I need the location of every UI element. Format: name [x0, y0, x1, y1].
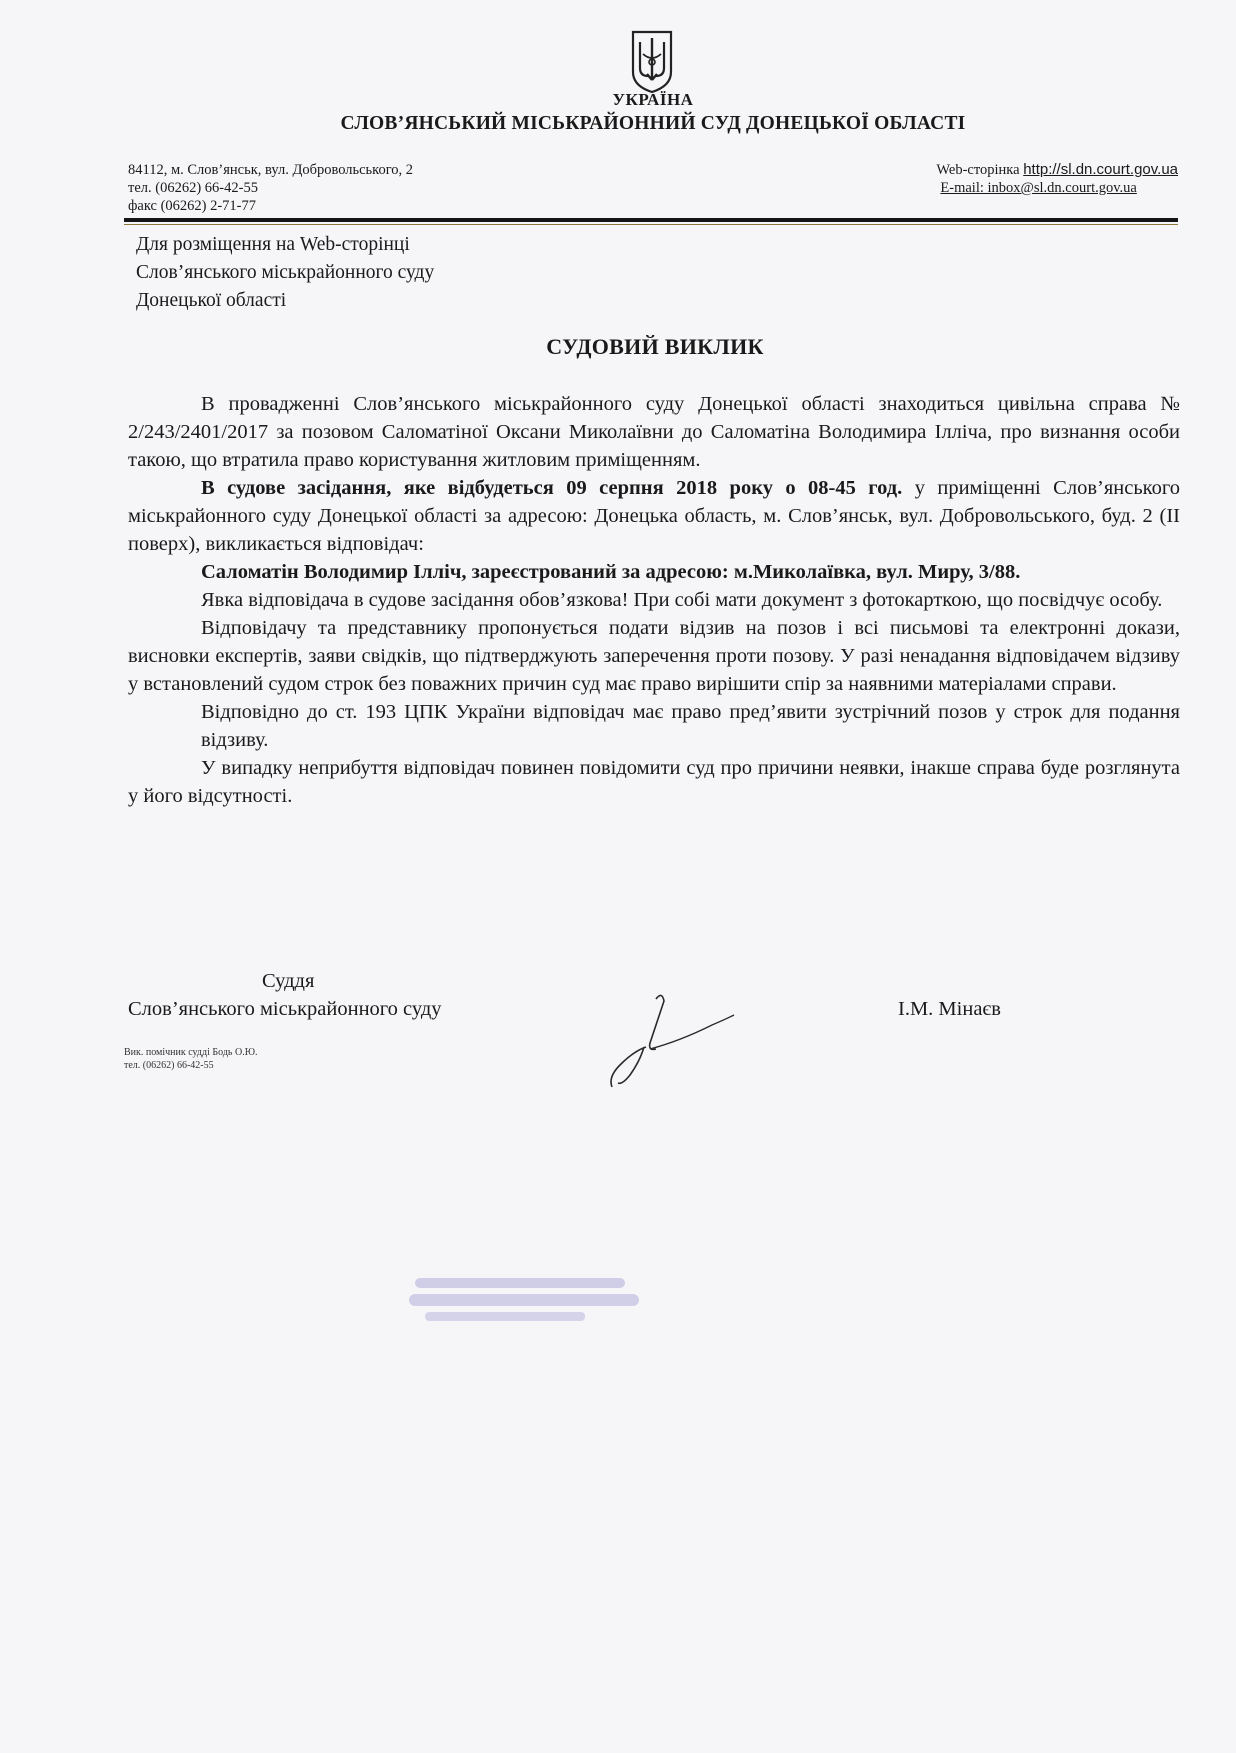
placement-line: Для розміщення на Web-сторінці [136, 234, 410, 255]
placement-line: Донецької області [136, 290, 287, 311]
hearing-date-text: В судове засідання, яке відбудеться 09 серпня 2018 року о 08-45 год. [201, 477, 903, 499]
case-paragraph: В провадженні Слов’янського міськрайонного суду Донецької області знаходиться цивільна справа № 2/243/2401/2017 за позовом Саломатіної Оксани Миколаївни до Саломатіна Володимира Ілліча, про визнання особи такою, що втратила право користування житловим приміщенням. [128, 393, 1180, 471]
judge-name: І.М. Мінаєв [898, 998, 1001, 1020]
court-address-block [128, 161, 413, 215]
fax-line: факс (06262) 2-71-77 [128, 198, 257, 214]
placement-line: Слов’янського міськрайонного суду [136, 262, 435, 283]
hearing-location-text: у приміщенні Слов’янського міськрайонного суду Донецької області за адресою: Донецька область, м. Слов’янськ, вул. Добровольського, буд. 2 (II поверх), викликається відповідач: [128, 477, 1180, 555]
response-paragraph: Відповідачу та представнику пропонується подати відзив на позов і всі письмові та електронні докази, висновки експертів, заяви свідків, що підтверджують заперечення проти позову. У разі ненадання відповідачем відзиву у встановлений судом строк без поважних причин суд має право вирішити спір за наявними матеріалами справи. [128, 617, 1180, 695]
court-heading: СЛОВ’ЯНСЬКИЙ МІСЬКРАЙОННИЙ СУД ДОНЕЦЬКОЇ ОБЛАСТІ [340, 113, 966, 134]
faded-stamp-mark [405, 1260, 645, 1340]
placement-note [136, 231, 434, 315]
judge-court: Слов’янського міськрайонного суду [128, 998, 442, 1020]
handwritten-signature [600, 985, 750, 1095]
hearing-paragraph [128, 474, 1180, 558]
assistant-name: Вик. помічник судді Бодь О.Ю. [124, 1047, 258, 1058]
document-title: СУДОВИЙ ВИКЛИК [546, 334, 764, 359]
header-divider-thin [124, 224, 1178, 225]
summons-body [128, 390, 1180, 810]
attendance-paragraph: Явка відповідача в судове засідання обов’язкова! При собі мати документ з фотокарткою, що посвідчує особу. [201, 589, 1163, 611]
court-web-contacts [936, 161, 1178, 197]
header-divider [124, 218, 1178, 222]
judge-title: Суддя [262, 970, 315, 992]
defendant-paragraph: Саломатін Володимир Ілліч, зареєстрований за адресою: м.Миколаївка, вул. Миру, 3/88. [201, 561, 1021, 583]
trident-emblem-icon [629, 28, 675, 94]
web-label: Web-сторінка [936, 162, 1020, 178]
counterclaim-paragraph: Відповідно до ст. 193 ЦПК України відповідач має право пред’явити зустрічний позов у строк для подання відзиву. [201, 701, 1180, 751]
phone-line: тел. (06262) 66-42-55 [128, 180, 258, 196]
absence-paragraph: У випадку неприбуття відповідач повинен повідомити суд про причини неявки, інакше справа буде розглянута у його відсутності. [128, 757, 1180, 807]
web-link[interactable]: http://sl.dn.court.gov.ua [1023, 161, 1178, 178]
assistant-phone: тел. (06262) 66-42-55 [124, 1060, 214, 1071]
address-line: 84112, м. Слов’янськ, вул. Добровольського, 2 [128, 162, 414, 178]
email-link[interactable]: E-mail: inbox@sl.dn.court.gov.ua [940, 180, 1137, 196]
assistant-contact [124, 1046, 257, 1072]
country-heading: УКРАЇНА [612, 90, 694, 109]
